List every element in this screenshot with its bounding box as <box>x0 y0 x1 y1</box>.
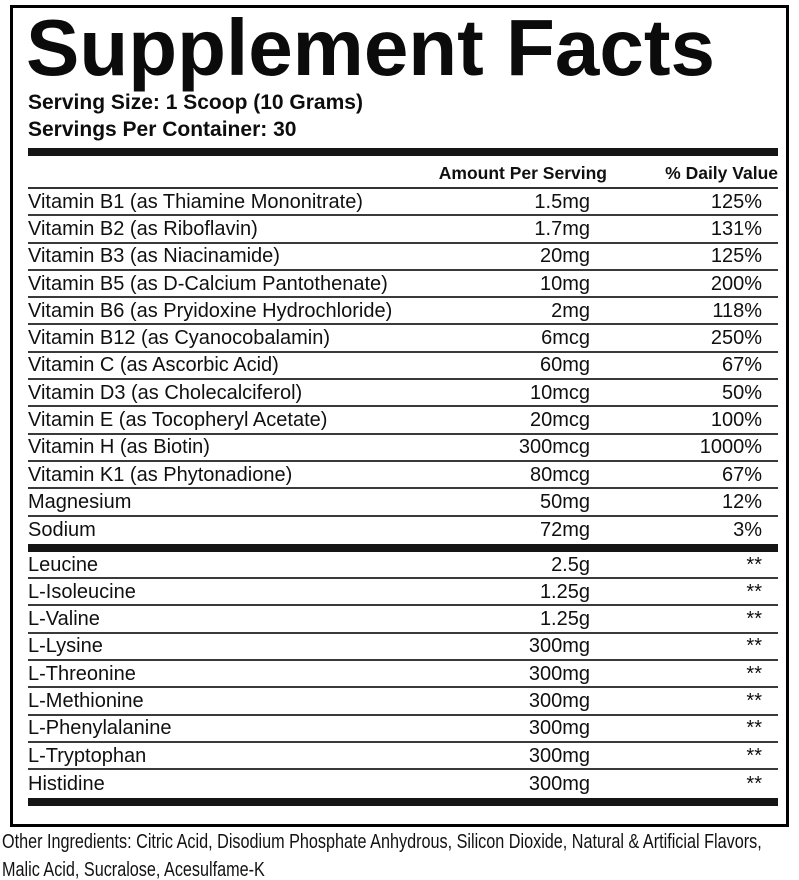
serving-info <box>28 89 778 143</box>
ingredient-amount: 1.25g <box>539 608 590 631</box>
ingredient-daily-value: 50% <box>721 381 762 404</box>
table-row <box>28 579 778 606</box>
table-row <box>28 325 778 352</box>
table-row <box>28 244 778 271</box>
ingredient-name: Vitamin B12 (as Cyanocobalamin) <box>28 327 331 350</box>
table-row <box>28 606 778 633</box>
ingredient-name: Vitamin K1 (as Phytonadione) <box>28 463 293 486</box>
table-row <box>28 489 778 516</box>
ingredient-amount: 2.5g <box>551 553 590 576</box>
thick-divider-bottom <box>28 798 778 806</box>
ingredient-daily-value: ** <box>746 772 762 795</box>
ingredient-daily-value: 131% <box>710 217 762 240</box>
thick-divider-middle <box>28 544 778 552</box>
table-row <box>28 189 778 216</box>
table-row <box>28 661 778 688</box>
ingredient-amount: 10mg <box>539 272 590 295</box>
ingredient-daily-value: ** <box>746 580 762 603</box>
ingredient-name: L-Phenylalanine <box>28 717 172 740</box>
ingredient-daily-value: 125% <box>710 190 762 213</box>
ingredient-amount: 300mg <box>528 635 590 658</box>
ingredient-name: Vitamin B1 (as Thiamine Mononitrate) <box>28 190 363 213</box>
ingredient-name: Magnesium <box>28 490 132 513</box>
ingredient-amount: 10mcg <box>529 381 590 404</box>
ingredient-name: L-Isoleucine <box>28 580 136 603</box>
ingredient-amount: 300mg <box>528 717 590 740</box>
ingredient-amount: 300mg <box>528 744 590 767</box>
ingredient-name: Vitamin E (as Tocopheryl Acetate) <box>28 409 328 432</box>
ingredient-name: Vitamin B3 (as Niacinamide) <box>28 245 280 268</box>
ingredient-name: Vitamin B5 (as D-Calcium Pantothenate) <box>28 272 388 295</box>
ingredient-daily-value: 200% <box>710 272 762 295</box>
ingredient-daily-value: 250% <box>710 327 762 350</box>
ingredient-daily-value: 67% <box>721 354 762 377</box>
ingredient-name: Sodium <box>28 519 96 542</box>
ingredient-daily-value: 67% <box>721 463 762 486</box>
ingredient-amount: 80mcg <box>529 463 590 486</box>
vitamins-table <box>28 189 778 544</box>
ingredient-daily-value: ** <box>746 689 762 712</box>
ingredient-daily-value: ** <box>746 635 762 658</box>
table-row <box>28 552 778 579</box>
table-row <box>28 688 778 715</box>
table-row <box>28 298 778 325</box>
ingredient-amount: 72mg <box>539 519 590 542</box>
table-row <box>28 271 778 298</box>
ingredient-amount: 20mg <box>539 245 590 268</box>
table-row <box>28 216 778 243</box>
table-row <box>28 517 778 544</box>
ingredient-amount: 300mg <box>528 662 590 685</box>
ingredient-name: L-Valine <box>28 608 100 631</box>
ingredient-name: L-Tryptophan <box>28 744 147 767</box>
ingredient-name: L-Methionine <box>28 689 144 712</box>
table-row <box>28 435 778 462</box>
ingredient-amount: 2mg <box>551 299 590 322</box>
table-row <box>28 634 778 661</box>
ingredient-amount: 50mg <box>539 490 590 513</box>
ingredient-daily-value: ** <box>746 608 762 631</box>
table-row <box>28 380 778 407</box>
ingredient-amount: 300mg <box>528 772 590 795</box>
servings-per-container-text: Servings Per Container: 30 <box>28 118 297 141</box>
ingredient-daily-value: 100% <box>710 409 762 432</box>
ingredient-name: Vitamin B2 (as Riboflavin) <box>28 217 258 240</box>
ingredient-name: L-Threonine <box>28 662 136 685</box>
ingredient-name: L-Lysine <box>28 635 103 658</box>
table-row <box>28 353 778 380</box>
daily-value-header: % Daily Value <box>665 163 778 183</box>
ingredient-name: Leucine <box>28 553 99 576</box>
serving-size-text: Serving Size: 1 Scoop (10 Grams) <box>28 91 363 114</box>
ingredient-daily-value: ** <box>746 744 762 767</box>
ingredient-amount: 300mg <box>528 689 590 712</box>
amount-per-serving-header: Amount Per Serving <box>438 163 607 183</box>
ingredient-daily-value: ** <box>746 717 762 740</box>
ingredient-amount: 1.7mg <box>534 217 590 240</box>
ingredient-daily-value: ** <box>746 662 762 685</box>
column-headers <box>28 156 778 189</box>
table-row <box>28 462 778 489</box>
ingredient-amount: 20mcg <box>529 409 590 432</box>
ingredient-name: Vitamin B6 (as Pryidoxine Hydrochloride) <box>28 299 393 322</box>
ingredient-name: Vitamin C (as Ascorbic Acid) <box>28 354 279 377</box>
page-title: Supplement Facts <box>26 3 716 92</box>
ingredient-daily-value: ** <box>746 553 762 576</box>
ingredient-daily-value: 125% <box>710 245 762 268</box>
table-row <box>28 743 778 770</box>
ingredient-name: Vitamin H (as Biotin) <box>28 436 210 459</box>
thick-divider-top <box>28 148 778 156</box>
ingredient-daily-value: 12% <box>721 490 762 513</box>
ingredient-daily-value: 118% <box>712 299 762 322</box>
table-row <box>28 770 778 797</box>
ingredient-amount: 6mcg <box>541 327 590 350</box>
ingredient-name: Vitamin D3 (as Cholecalciferol) <box>28 381 303 404</box>
ingredient-amount: 60mg <box>539 354 590 377</box>
amino-acids-table <box>28 552 778 798</box>
ingredient-amount: 1.5mg <box>534 190 590 213</box>
ingredient-daily-value: 1000% <box>699 436 762 459</box>
facts-panel <box>10 5 789 827</box>
ingredient-name: Histidine <box>28 772 105 795</box>
table-row <box>28 407 778 434</box>
ingredient-amount: 300mcg <box>518 436 590 459</box>
other-ingredients-text: Other Ingredients: Citric Acid, Disodium Phosphate Anhydrous, Silicon Dioxide, Natural & Artificial Flavors, Malic Acid, Sucralose, Acesulfame-K <box>2 830 762 880</box>
table-row <box>28 716 778 743</box>
ingredient-daily-value: 3% <box>733 519 762 542</box>
ingredient-amount: 1.25g <box>539 580 590 603</box>
